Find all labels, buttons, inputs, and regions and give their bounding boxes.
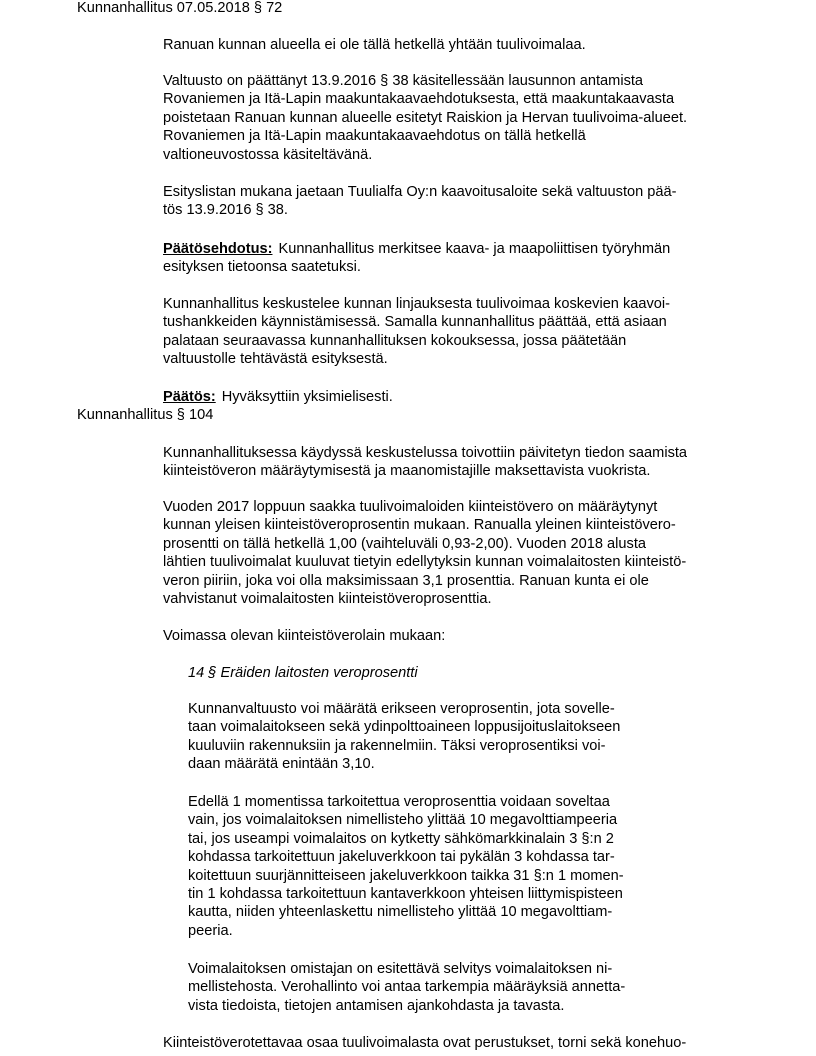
text-line [163, 240, 763, 258]
text-line: vista tiedoista, tietojen antamisen ajankohdasta ja tavasta. [188, 997, 565, 1014]
text-line: Edellä 1 momentissa tarkoitettua veroprosenttia voidaan soveltaa [188, 794, 610, 810]
text-line: veron piiriin, joka voi olla maksimissaan 3,1 prosenttia. Ranuan kunta ei ole [163, 572, 649, 589]
paragraph [163, 36, 763, 54]
text-line: poistetaan Ranuan kunnan alueelle esitetyt Raiskion ja Hervan tuulivoima-alueet. [163, 109, 688, 126]
quote-paragraph [188, 960, 708, 1015]
text-line: valtuustolle tehtävästä esityksestä. [163, 351, 388, 368]
text-line: tin 1 kohdassa tarkoitettuun kantaverkkoon yhteisen liittymispisteen [188, 886, 623, 903]
text-line: taan voimalaitokseen sekä ydinpolttoaineen loppusijoituslaitokseen [188, 719, 621, 736]
text-line: peeria. [188, 922, 233, 939]
text-line [163, 388, 763, 406]
text-line: Kunnanhallituksessa käydyssä keskustelussa toivottiin päivitetyn tiedon saamista [163, 445, 688, 461]
quote-paragraph [188, 700, 708, 774]
text-line: vain, jos voimalaitoksen nimellisteho ylittää 10 megavolttiampeeria [188, 812, 618, 829]
text-line: valtioneuvostossa käsiteltävänä. [163, 146, 373, 163]
paragraph [163, 295, 763, 369]
decision-paragraph [163, 388, 763, 406]
text-line: Rovaniemen ja Itä-Lapin maakuntakaavaehdotus on tällä hetkellä [163, 128, 586, 145]
decision-proposal-label: Päätösehdotus: [163, 241, 273, 257]
text-line: palataan seuraavassa kunnanhallituksen kokouksessa, jossa päätetään [163, 332, 627, 349]
text-line: Kunnanhallitus keskustelee kunnan linjauksesta tuulivoimaa koskevien kaavoi- [163, 296, 671, 312]
text-line: Valtuusto on päättänyt 13.9.2016 § 38 käsitellessään lausunnon antamista [163, 73, 644, 89]
text-line: Vuoden 2017 loppuun saakka tuulivoimaloiden kiinteistövero on määräytynyt [163, 499, 658, 515]
text-line: kunnan yleisen kiinteistöveroprosentin mukaan. Ranualla yleinen kiinteistövero- [163, 517, 676, 534]
text-line: Ranuan kunnan alueella ei ole tällä hetkellä yhtään tuulivoimalaa. [163, 37, 586, 53]
text-line: kiinteistöveron määräytymisestä ja maanomistajille maksettavista vuokrista. [163, 463, 651, 480]
section-heading-kh-72: Kunnanhallitus 07.05.2018 § 72 [77, 0, 283, 16]
text-line: koitettuun suurjännitteiseen jakeluverkkoon taikka 31 §:n 1 momen- [188, 867, 624, 884]
paragraph [163, 183, 763, 220]
text-line: Rovaniemen ja Itä-Lapin maakuntakaavaehdotuksesta, että maakuntakaavasta [163, 91, 675, 108]
text-line: Esityslistan mukana jaetaan Tuulialfa Oy:n kaavoitusaloite sekä valtuuston pää- [163, 184, 677, 200]
text-line: Voimassa olevan kiinteistöverolain mukaan: [163, 628, 446, 644]
quote-paragraph [188, 793, 708, 940]
text-line: tai, jos useampi voimalaitos on kytketty sähkömarkkinalain 3 §:n 2 [188, 830, 614, 847]
law-section-title [188, 664, 708, 682]
text-line: kautta, niiden yhteenlaskettu nimellisteho ylittää 10 megavolttiam- [188, 904, 613, 921]
text-line: Kiinteistöverotettavaa osaa tuulivoimalasta ovat perustukset, torni sekä konehuo- [163, 1035, 687, 1051]
paragraph [163, 627, 763, 645]
section-heading-kh-104: Kunnanhallitus § 104 [77, 407, 214, 423]
paragraph [163, 444, 763, 481]
text-line: tushankkeiden käynnistämisessä. Samalla kunnanhallitus päättää, että asiaan [163, 314, 667, 331]
text-run: Kunnanhallitus merkitsee kaava- ja maapoliittisen työryhmän [278, 241, 671, 257]
text-run: Hyväksyttiin yksimielisesti. [221, 389, 393, 405]
paragraph [163, 72, 763, 164]
text-line: daan määrätä enintään 3,10. [188, 756, 375, 773]
text-line: prosentti on tällä hetkellä 1,00 (vaihteluväli 0,93-2,00). Vuoden 2018 alusta [163, 535, 646, 552]
paragraph [163, 1034, 763, 1052]
text-line: lähtien tuulivoimalat kuuluvat tietyin edellytyksin kunnan voimalaitosten kiinteistö- [163, 554, 687, 571]
text-line: Voimalaitoksen omistajan on esitettävä selvitys voimalaitoksen ni- [188, 961, 613, 977]
paragraph [163, 498, 763, 608]
decision-label: Päätös: [163, 389, 216, 405]
text-line: esityksen tietoonsa saatetuksi. [163, 259, 361, 276]
text-line: kuuluviin rakennuksiin ja rakennelmiin. Täksi veroprosentiksi voi- [188, 737, 606, 754]
text-line: tös 13.9.2016 § 38. [163, 202, 288, 219]
text-line: mellistehosta. Verohallinto voi antaa tarkempia määräyksiä annetta- [188, 979, 626, 996]
text-line: Kunnanvaltuusto voi määrätä erikseen veroprosentin, jota sovelle- [188, 701, 615, 717]
decision-proposal-paragraph [163, 240, 763, 277]
text-line: kohdassa tarkoitettuun jakeluverkkoon tai pykälän 3 kohdassa tar- [188, 849, 615, 866]
text-line: 14 § Eräiden laitosten veroprosentti [188, 665, 418, 681]
text-line: vahvistanut voimalaitosten kiinteistöveroprosenttia. [163, 591, 492, 608]
